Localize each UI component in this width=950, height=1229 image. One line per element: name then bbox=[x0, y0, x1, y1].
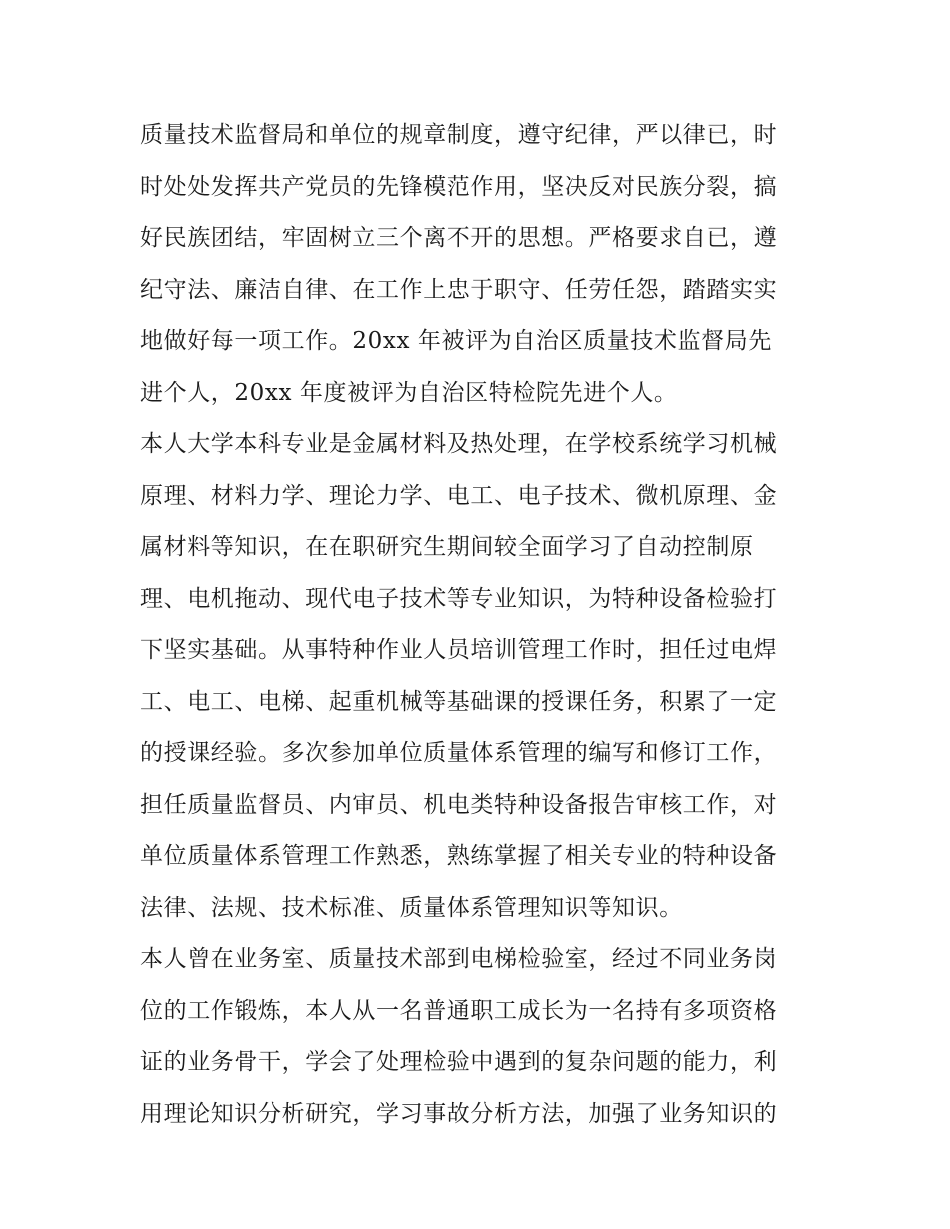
paragraph-3 bbox=[140, 934, 820, 1140]
text-line: 单位质量体系管理工作熟悉，熟练掌握了相关专业的特种设备 bbox=[140, 843, 778, 869]
text-line: 地做好每一项工作。20xx 年被评为自治区质量技术监督局先 bbox=[140, 328, 772, 354]
document-body bbox=[140, 110, 820, 1140]
text-line: 理、电机拖动、现代电子技术等专业知识，为特种设备检验打 bbox=[140, 585, 778, 612]
text-line: 时处处发挥共产党员的先锋模范作用，坚决反对民族分裂，搞 bbox=[140, 173, 778, 200]
text-line: 纪守法、廉洁自律、在工作上忠于职守、任劳任怨，踏踏实实 bbox=[140, 276, 778, 303]
text-line: 证的业务骨干，学会了处理检验中遇到的复杂问题的能力，利 bbox=[140, 1049, 778, 1075]
text-line: 原理、材料力学、理论力学、电工、电子技术、微机原理、金 bbox=[140, 482, 778, 509]
text-line: 位的工作锻炼，本人从一名普通职工成长为一名持有多项资格 bbox=[140, 997, 778, 1024]
text-line: 工、电工、电梯、起重机械等基础课的授课任务，积累了一定 bbox=[140, 688, 778, 715]
text-line: 质量技术监督局和单位的规章制度，遵守纪律，严以律已，时 bbox=[140, 122, 778, 148]
text-line: 本人大学本科专业是金属材料及热处理，在学校系统学习机械 bbox=[140, 431, 778, 457]
paragraph-1 bbox=[140, 110, 820, 419]
text-line: 的授课经验。多次参加单位质量体系管理的编写和修订工作， bbox=[140, 740, 778, 766]
text-line: 好民族团结，牢固树立三个离不开的思想。严格要求自已，遵 bbox=[140, 225, 778, 251]
text-line: 进个人，20xx 年度被评为自治区特检院先进个人。 bbox=[140, 379, 678, 406]
text-line: 法律、法规、技术标准、质量体系管理知识等知识。 bbox=[140, 894, 683, 921]
text-line: 下坚实基础。从事特种作业人员培训管理工作时，担任过电焊 bbox=[140, 637, 778, 663]
text-line: 属材料等知识，在在职研究生期间较全面学习了自动控制原 bbox=[140, 534, 754, 560]
text-line: 担任质量监督员、内审员、机电类特种设备报告审核工作，对 bbox=[140, 791, 778, 818]
text-line: 用理论知识分析研究，学习事故分析方法，加强了业务知识的 bbox=[140, 1100, 778, 1127]
paragraph-2 bbox=[140, 419, 820, 934]
text-line: 本人曾在业务室、质量技术部到电梯检验室，经过不同业务岗 bbox=[140, 946, 778, 972]
